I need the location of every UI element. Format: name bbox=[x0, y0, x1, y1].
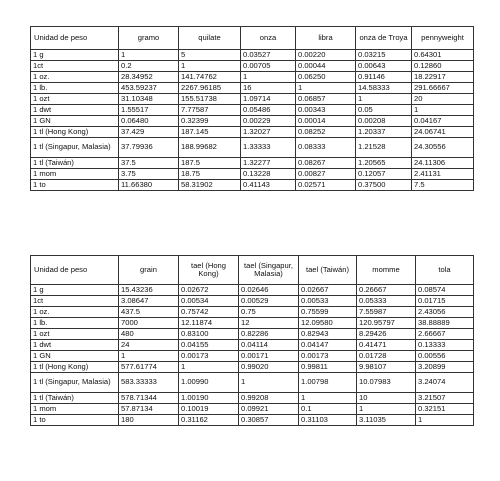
header-onza-de-troya: onza de Troya bbox=[356, 27, 412, 50]
table-cell: 0.2 bbox=[119, 61, 179, 72]
row-unit-label: 1 tl (Taiwán) bbox=[31, 158, 119, 169]
table-cell: 0.82943 bbox=[299, 329, 357, 340]
table-cell: 0.02672 bbox=[179, 285, 239, 296]
table-cell: 1 bbox=[241, 72, 296, 83]
table-cell: 0.04167 bbox=[412, 116, 474, 127]
table-cell: 10.07983 bbox=[357, 373, 416, 393]
table-cell: 0.00173 bbox=[299, 351, 357, 362]
row-unit-label: 1 lb. bbox=[31, 83, 119, 94]
header-gramo: gramo bbox=[119, 27, 179, 50]
table-cell: 0.08252 bbox=[296, 127, 356, 138]
table-row bbox=[31, 340, 474, 351]
header-onza: onza bbox=[241, 27, 296, 50]
table-cell: 10 bbox=[357, 393, 416, 404]
table-cell: 8.29426 bbox=[357, 329, 416, 340]
row-unit-label: 1 ozt bbox=[31, 329, 119, 340]
table-cell: 37.79936 bbox=[119, 138, 179, 158]
table-cell: 0.00208 bbox=[356, 116, 412, 127]
table-cell: 0.31103 bbox=[299, 415, 357, 426]
table-cell: 0.41143 bbox=[241, 180, 296, 191]
table-cell: 1.20337 bbox=[356, 127, 412, 138]
table-cell: 0.32151 bbox=[416, 404, 474, 415]
row-unit-label: 1ct bbox=[31, 61, 119, 72]
table-row bbox=[31, 138, 474, 158]
row-unit-label: 1 tl (Hong Kong) bbox=[31, 362, 119, 373]
row-unit-label: 1 oz. bbox=[31, 307, 119, 318]
table-cell: 187.5 bbox=[179, 158, 241, 169]
table-cell: 0.01715 bbox=[416, 296, 474, 307]
table-cell: 1.21528 bbox=[356, 138, 412, 158]
table-cell: 38.88889 bbox=[416, 318, 474, 329]
row-unit-label: 1ct bbox=[31, 296, 119, 307]
row-unit-label: 1 mom bbox=[31, 404, 119, 415]
header-unidad-de-peso: Unidad de peso bbox=[31, 27, 119, 50]
header-pennyweight: pennyweight bbox=[412, 27, 474, 50]
table-row bbox=[31, 72, 474, 83]
table-cell: 0.06250 bbox=[296, 72, 356, 83]
table-cell: 0.26667 bbox=[357, 285, 416, 296]
table-cell: 0.00229 bbox=[241, 116, 296, 127]
table-cell: 7.77587 bbox=[179, 105, 241, 116]
table-row bbox=[31, 351, 474, 362]
table-cell: 12 bbox=[239, 318, 299, 329]
table-cell: 2.43056 bbox=[416, 307, 474, 318]
table-cell: 0.82286 bbox=[239, 329, 299, 340]
table-cell: 1 bbox=[356, 94, 412, 105]
table-cell: 0.32399 bbox=[179, 116, 241, 127]
table-cell: 24.30556 bbox=[412, 138, 474, 158]
table-cell: 9.98107 bbox=[357, 362, 416, 373]
row-unit-label: 1 oz. bbox=[31, 72, 119, 83]
table-cell: 37.429 bbox=[119, 127, 179, 138]
table-cell: 0.31162 bbox=[179, 415, 239, 426]
table-cell: 24.06741 bbox=[412, 127, 474, 138]
table-cell: 58.31902 bbox=[179, 180, 241, 191]
header-libra: libra bbox=[296, 27, 356, 50]
table-cell: 1 bbox=[416, 415, 474, 426]
table-cell: 2267.96185 bbox=[179, 83, 241, 94]
table-row bbox=[31, 362, 474, 373]
table-cell: 18.22917 bbox=[412, 72, 474, 83]
table-row bbox=[31, 415, 474, 426]
table-cell: 1.00190 bbox=[179, 393, 239, 404]
table-cell: 187.145 bbox=[179, 127, 241, 138]
table-cell: 15.43236 bbox=[119, 285, 179, 296]
table-cell: 0.02667 bbox=[299, 285, 357, 296]
table-row bbox=[31, 83, 474, 94]
table-cell: 0.75 bbox=[239, 307, 299, 318]
table-cell: 0.00014 bbox=[296, 116, 356, 127]
row-unit-label: 1 GN bbox=[31, 351, 119, 362]
table-row bbox=[31, 180, 474, 191]
table-cell: 0.00171 bbox=[239, 351, 299, 362]
row-unit-label: 1 dwt bbox=[31, 340, 119, 351]
row-unit-label: 1 dwt bbox=[31, 105, 119, 116]
row-unit-label: 1 g bbox=[31, 50, 119, 61]
table-cell: 0.00534 bbox=[179, 296, 239, 307]
header-tael-hong-kong: tael (Hong Kong) bbox=[179, 256, 239, 285]
table-cell: 12.11874 bbox=[179, 318, 239, 329]
table-cell: 57.87134 bbox=[119, 404, 179, 415]
table-cell: 0.13228 bbox=[241, 169, 296, 180]
table-row bbox=[31, 127, 474, 138]
table-cell: 0.06857 bbox=[296, 94, 356, 105]
row-unit-label: 1 ozt bbox=[31, 94, 119, 105]
table-cell: 577.61774 bbox=[119, 362, 179, 373]
header-tael-taiwan: tael (Taiwán) bbox=[299, 256, 357, 285]
conversion-table-2 bbox=[30, 255, 474, 426]
table-cell: 0.00343 bbox=[296, 105, 356, 116]
table-cell: 31.10348 bbox=[119, 94, 179, 105]
table-cell: 0.05 bbox=[356, 105, 412, 116]
table-row bbox=[31, 116, 474, 127]
header-grain: grain bbox=[119, 256, 179, 285]
table-row bbox=[31, 404, 474, 415]
table-cell: 0.10019 bbox=[179, 404, 239, 415]
table-cell: 1 bbox=[299, 393, 357, 404]
table-row bbox=[31, 158, 474, 169]
table-cell: 1.00798 bbox=[299, 373, 357, 393]
table-cell: 0.91146 bbox=[356, 72, 412, 83]
table-cell: 0.83100 bbox=[179, 329, 239, 340]
table-cell: 3.24074 bbox=[416, 373, 474, 393]
table-row bbox=[31, 94, 474, 105]
table-cell: 1 bbox=[179, 362, 239, 373]
table-cell: 0.99020 bbox=[239, 362, 299, 373]
table-header-row bbox=[31, 27, 474, 50]
table-cell: 0.99811 bbox=[299, 362, 357, 373]
table-cell: 0.00220 bbox=[296, 50, 356, 61]
table-cell: 0.00044 bbox=[296, 61, 356, 72]
table-cell: 1.20565 bbox=[356, 158, 412, 169]
row-unit-label: 1 to bbox=[31, 180, 119, 191]
table-cell: 0.41471 bbox=[357, 340, 416, 351]
table-row bbox=[31, 393, 474, 404]
table-row bbox=[31, 285, 474, 296]
table-cell: 0.04147 bbox=[299, 340, 357, 351]
row-unit-label: 1 lb. bbox=[31, 318, 119, 329]
table-cell: 1.00990 bbox=[179, 373, 239, 393]
table-cell: 0.75599 bbox=[299, 307, 357, 318]
table-cell: 7.5 bbox=[412, 180, 474, 191]
table-cell: 0.05486 bbox=[241, 105, 296, 116]
table-cell: 0.12860 bbox=[412, 61, 474, 72]
table-header-row bbox=[31, 256, 474, 285]
table-cell: 0.00533 bbox=[299, 296, 357, 307]
table-cell: 0.02571 bbox=[296, 180, 356, 191]
table-cell: 16 bbox=[241, 83, 296, 94]
table-row bbox=[31, 61, 474, 72]
table-cell: 0.00705 bbox=[241, 61, 296, 72]
table-cell: 0.64301 bbox=[412, 50, 474, 61]
row-unit-label: 1 tl (Singapur, Malasia) bbox=[31, 138, 119, 158]
table-row bbox=[31, 50, 474, 61]
table-cell: 0.02646 bbox=[239, 285, 299, 296]
table-cell: 11.66380 bbox=[119, 180, 179, 191]
table-cell: 1 bbox=[119, 50, 179, 61]
table-cell: 120.95797 bbox=[357, 318, 416, 329]
row-unit-label: 1 GN bbox=[31, 116, 119, 127]
table-cell: 0.04114 bbox=[239, 340, 299, 351]
table-cell: 583.33333 bbox=[119, 373, 179, 393]
table-row bbox=[31, 318, 474, 329]
row-unit-label: 1 to bbox=[31, 415, 119, 426]
table-cell: 28.34952 bbox=[119, 72, 179, 83]
header-momme: momme bbox=[357, 256, 416, 285]
table-cell: 0.00827 bbox=[296, 169, 356, 180]
conversion-table-1 bbox=[30, 26, 474, 191]
table-cell: 1.33333 bbox=[241, 138, 296, 158]
table-cell: 3.11035 bbox=[357, 415, 416, 426]
table-cell: 453.59237 bbox=[119, 83, 179, 94]
table-cell: 188.99682 bbox=[179, 138, 241, 158]
table-cell: 0.00556 bbox=[416, 351, 474, 362]
table-row bbox=[31, 373, 474, 393]
table-cell: 0.12057 bbox=[356, 169, 412, 180]
table-cell: 0.03215 bbox=[356, 50, 412, 61]
header-quilate: quilate bbox=[179, 27, 241, 50]
table-cell: 1 bbox=[119, 351, 179, 362]
row-unit-label: 1 tl (Singapur, Malasia) bbox=[31, 373, 119, 393]
table-cell: 0.08333 bbox=[296, 138, 356, 158]
table-cell: 3.75 bbox=[119, 169, 179, 180]
table-cell: 0.75742 bbox=[179, 307, 239, 318]
table-cell: 141.74762 bbox=[179, 72, 241, 83]
table-cell: 0.04155 bbox=[179, 340, 239, 351]
table-cell: 0.08574 bbox=[416, 285, 474, 296]
table-cell: 1.09714 bbox=[241, 94, 296, 105]
table-cell: 1 bbox=[179, 61, 241, 72]
table-cell: 0.01728 bbox=[357, 351, 416, 362]
table-cell: 1 bbox=[239, 373, 299, 393]
table-cell: 24 bbox=[119, 340, 179, 351]
table-cell: 7.55987 bbox=[357, 307, 416, 318]
table-cell: 1.55517 bbox=[119, 105, 179, 116]
table-cell: 7000 bbox=[119, 318, 179, 329]
table-cell: 0.09921 bbox=[239, 404, 299, 415]
table-cell: 2.41131 bbox=[412, 169, 474, 180]
table-cell: 0.13333 bbox=[416, 340, 474, 351]
table-cell: 1.32277 bbox=[241, 158, 296, 169]
table-cell: 0.05333 bbox=[357, 296, 416, 307]
table-cell: 2.66667 bbox=[416, 329, 474, 340]
table-row bbox=[31, 105, 474, 116]
table-cell: 0.08267 bbox=[296, 158, 356, 169]
table-cell: 155.51738 bbox=[179, 94, 241, 105]
table-row bbox=[31, 307, 474, 318]
table-cell: 3.20899 bbox=[416, 362, 474, 373]
table-cell: 1.32027 bbox=[241, 127, 296, 138]
table-cell: 12.09580 bbox=[299, 318, 357, 329]
table-cell: 0.06480 bbox=[119, 116, 179, 127]
row-unit-label: 1 tl (Hong Kong) bbox=[31, 127, 119, 138]
table-cell: 37.5 bbox=[119, 158, 179, 169]
table-cell: 0.30857 bbox=[239, 415, 299, 426]
table-row bbox=[31, 296, 474, 307]
table-cell: 180 bbox=[119, 415, 179, 426]
table-cell: 20 bbox=[412, 94, 474, 105]
table-cell: 0.00643 bbox=[356, 61, 412, 72]
table-cell: 0.99208 bbox=[239, 393, 299, 404]
table-cell: 0.1 bbox=[299, 404, 357, 415]
table-cell: 1 bbox=[357, 404, 416, 415]
table-cell: 3.08647 bbox=[119, 296, 179, 307]
row-unit-label: 1 g bbox=[31, 285, 119, 296]
table-cell: 0.00529 bbox=[239, 296, 299, 307]
table-cell: 291.66667 bbox=[412, 83, 474, 94]
table-cell: 5 bbox=[179, 50, 241, 61]
table-cell: 14.58333 bbox=[356, 83, 412, 94]
table-cell: 0.00173 bbox=[179, 351, 239, 362]
table-cell: 3.21507 bbox=[416, 393, 474, 404]
header-tael-singapur-malasia: tael (Singapur, Malasia) bbox=[239, 256, 299, 285]
table-cell: 480 bbox=[119, 329, 179, 340]
table-cell: 0.37500 bbox=[356, 180, 412, 191]
table-cell: 0.03527 bbox=[241, 50, 296, 61]
table-row bbox=[31, 169, 474, 180]
table-2-body bbox=[31, 285, 474, 426]
row-unit-label: 1 mom bbox=[31, 169, 119, 180]
table-1-body bbox=[31, 50, 474, 191]
table-cell: 1 bbox=[296, 83, 356, 94]
table-cell: 1 bbox=[412, 105, 474, 116]
table-cell: 18.75 bbox=[179, 169, 241, 180]
header-unidad-de-peso: Unidad de peso bbox=[31, 256, 119, 285]
table-cell: 437.5 bbox=[119, 307, 179, 318]
table-cell: 578.71344 bbox=[119, 393, 179, 404]
row-unit-label: 1 tl (Taiwán) bbox=[31, 393, 119, 404]
table-row bbox=[31, 329, 474, 340]
table-cell: 24.11306 bbox=[412, 158, 474, 169]
header-tola: tola bbox=[416, 256, 474, 285]
